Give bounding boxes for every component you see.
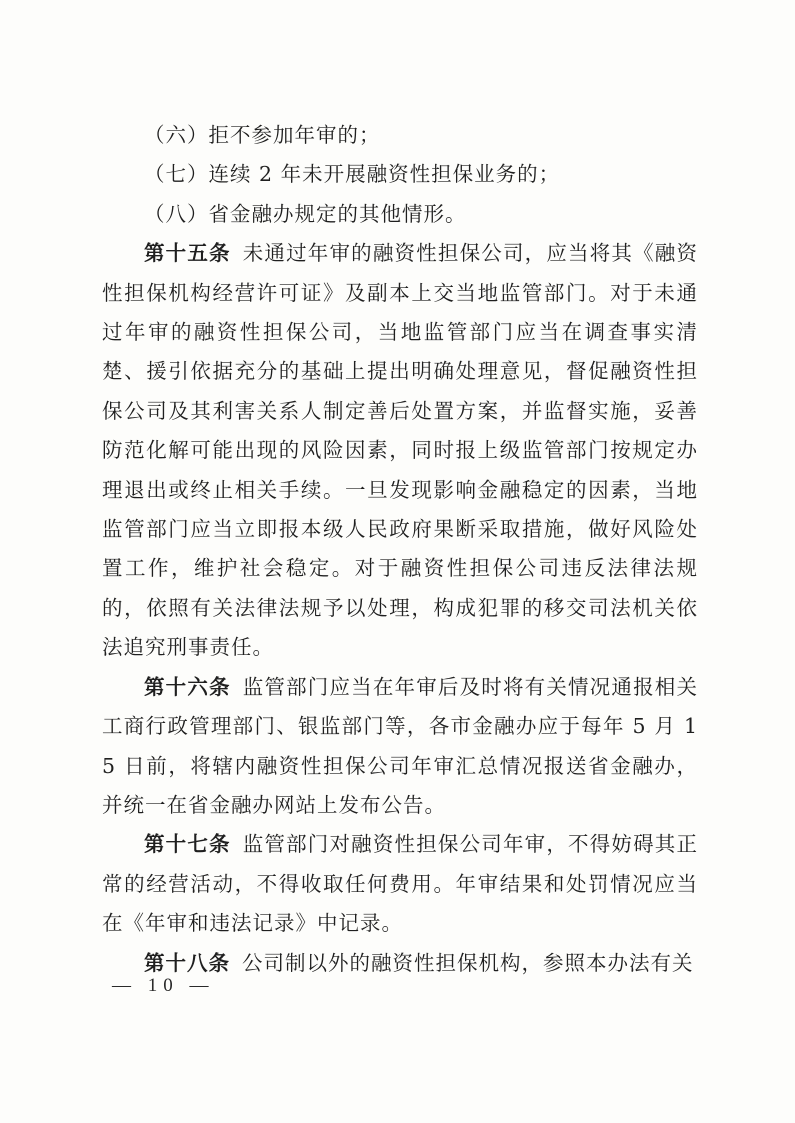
article-15-title: 第十五条 (144, 241, 231, 266)
article-16 (102, 668, 698, 826)
page-number: — 10 — (112, 975, 215, 996)
article-15-body: 未通过年审的融资性担保公司，应当将其《融资性担保机构经营许可证》及副本上交当地监管部门。对于未通过年审的融资性担保公司，当地监管部门应当在调查事实清楚、援引依据充分的基础上提出明确处理意见，督促融资性担保公司及其利害关系人制定善后处置方案，并监督实施，妥善防范化解可能出现的风险因素，同时报上级监管部门按规定办理退出或终止相关手续。一旦发现影响金融稳定的因素，当地监管部门应当立即报本级人民政府果断采取措施，做好风险处置工作，维护社会稳定。对于融资性担保公司违反法律法规的，依照有关法律法规予以处理，构成犯罪的移交司法机关依法追究刑事责任。 (102, 241, 698, 660)
article-16-title: 第十六条 (144, 674, 231, 699)
document-body (102, 116, 698, 983)
list-item-6: （六）拒不参加年审的； (144, 123, 381, 147)
article-15 (102, 234, 698, 667)
list-item-7: （七）连续 2 年未开展融资性担保业务的； (144, 162, 561, 187)
article-18-body: 公司制以外的融资性担保机构，参照本办法有关 (242, 950, 694, 975)
article-16-body: 监管部门应当在年审后及时将有关情况通报相关工商行政管理部门、银监部门等，各市金融办应于每年 5 月 15 日前，将辖内融资性担保公司年审汇总情况报送省金融办，并统一在省金融办网站上发布公告。 (102, 674, 698, 817)
article-17-body: 监管部门对融资性担保公司年审，不得妨碍其正常的经营活动，不得收取任何费用。年审结果和处罚情况应当在《年审和违法记录》中记录。 (102, 832, 698, 936)
article-18-title: 第十八条 (144, 950, 230, 975)
article-17-title: 第十七条 (144, 832, 231, 857)
list-item-8: （八）省金融办规定的其他情形。 (144, 201, 467, 226)
article-17 (102, 825, 698, 943)
